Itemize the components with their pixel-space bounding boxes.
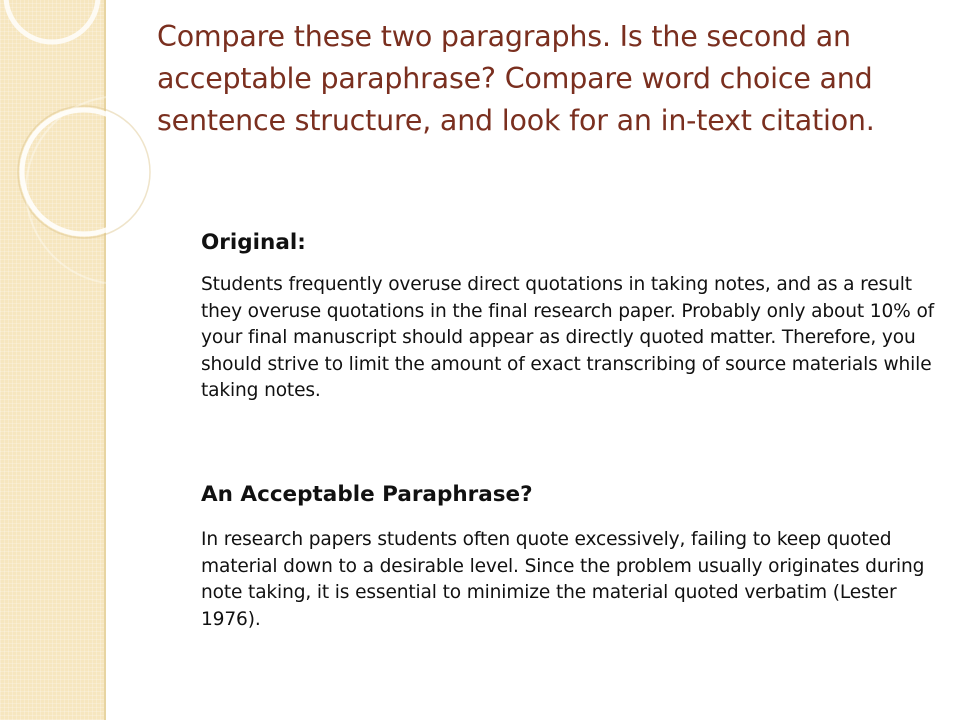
original-heading: Original: xyxy=(201,230,306,255)
paraphrase-heading: An Acceptable Paraphrase? xyxy=(201,482,533,507)
decorative-circle-large xyxy=(22,110,146,234)
paraphrase-paragraph: In research papers students often quote excessively, failing to keep quoted material down to a desirable level. Since the problem usually originates during note taking, it is essential to minimize the material quoted verbatim (Lester 1976). xyxy=(201,529,925,630)
original-paragraph: Students frequently overuse direct quotations in taking notes, and as a result they overuse quotations in the final research paper. Probably only about 10% of your final manuscript should appear as directly quoted matter. Therefore, you should strive to limit the amount of exact transcribing of source materials while taking notes. xyxy=(201,274,935,401)
decorative-circle-small xyxy=(6,0,98,42)
slide-title: Compare these two paragraphs. Is the second an acceptable paraphrase? Compare word choice and sentence structure, and look for an in-text citation. xyxy=(157,20,875,137)
decorative-circle-large-shadow xyxy=(18,106,150,238)
